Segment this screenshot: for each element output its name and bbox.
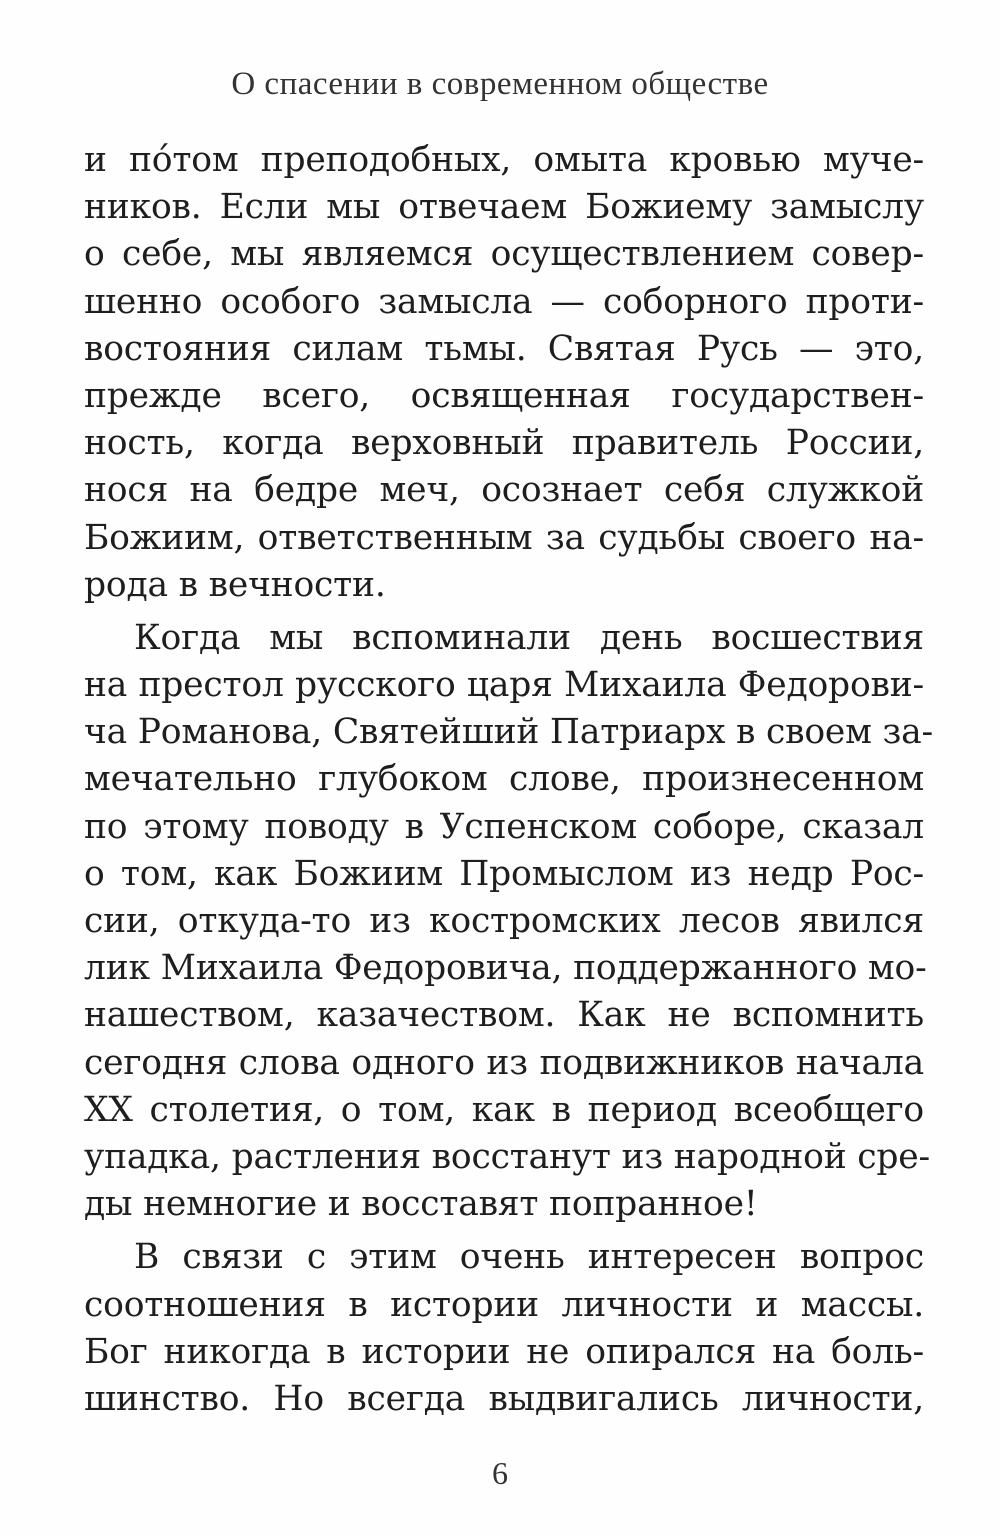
text-line: рода в вечности. xyxy=(84,564,386,605)
text-line: востояния силам тьмы. Святая Русь — это, xyxy=(84,328,924,369)
running-head: О спасении в современном обществе xyxy=(231,66,769,102)
body-text xyxy=(84,137,933,1429)
text-line: лик Михаила Федоровича, поддержанного мо- xyxy=(84,948,927,989)
text-line: ды немногие и восставят попранное! xyxy=(84,1184,758,1225)
text-line: о том, как Божиим Промыслом из недр Рос- xyxy=(84,853,924,894)
text-line: соотношения в истории личности и массы. xyxy=(84,1284,924,1325)
text-line: по этому поводу в Успенском соборе, сказал xyxy=(84,806,924,847)
text-line: шенно особого замысла — соборного проти- xyxy=(84,281,924,322)
text-line: на престол русского царя Михаила Федорови- xyxy=(84,665,924,706)
text-line: нося на бедре меч, осознает себя служкой xyxy=(84,470,924,511)
text-line: нашеством, казачеством. Как не вспомнить xyxy=(84,995,924,1036)
text-line: XX столетия, о том, как в период всеобщего xyxy=(84,1089,924,1130)
text-line: ча Романова, Святейший Патриарх в своем за- xyxy=(84,712,933,753)
text-line: сегодня слова одного из подвижников начала xyxy=(84,1042,924,1083)
text-line: сии, откуда-то из костромских лесов явился xyxy=(84,901,924,941)
text-line: упадка, растления восстанут из народной сре- xyxy=(84,1136,930,1177)
paragraph-2 xyxy=(84,615,933,1228)
paragraph-1 xyxy=(84,137,924,609)
text-line: прежде всего, освященная государствен- xyxy=(84,375,924,416)
text-line: мечательно глубоком слове, произнесенном xyxy=(84,759,924,800)
text-line: ников. Если мы отвечаем Божиему замыслу xyxy=(84,187,924,228)
paragraph-3 xyxy=(84,1234,924,1423)
text-line: и пóтом преподобных, омыта кровью муче- xyxy=(84,140,924,180)
text-line: В связи с этим очень интересен вопрос xyxy=(134,1237,924,1278)
text-line: Бог никогда в истории не опирался на боль- xyxy=(84,1331,924,1372)
page-number: 6 xyxy=(492,1455,508,1491)
text-line: Когда мы вспоминали день восшествия xyxy=(134,617,924,658)
text-line: о себе, мы являемся осуществлением совер- xyxy=(84,234,924,275)
text-line: ность, когда верховный правитель России, xyxy=(84,423,924,464)
text-line: Божиим, ответственным за судьбы своего на- xyxy=(84,517,924,558)
text-line: шинство. Но всегда выдвигались личности, xyxy=(84,1378,924,1419)
